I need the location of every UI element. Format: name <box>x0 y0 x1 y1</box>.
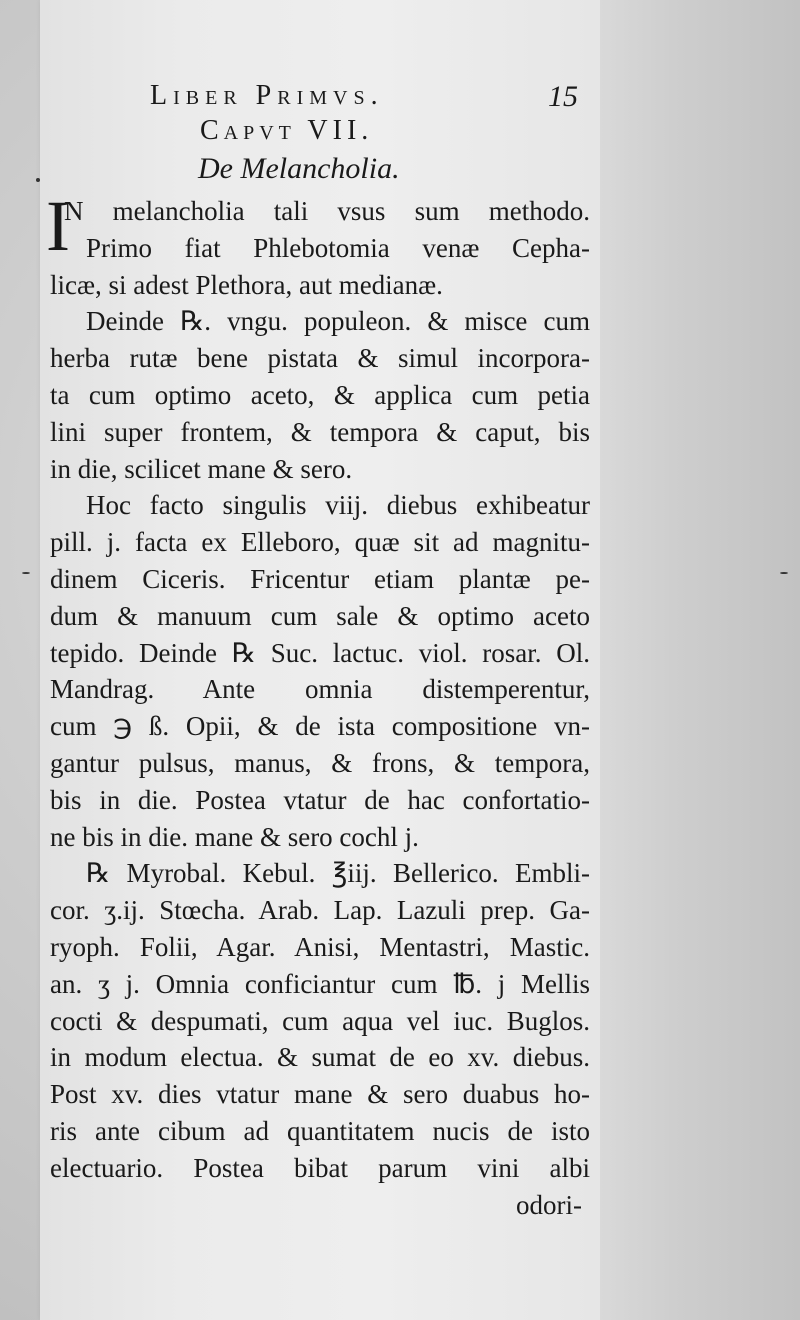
text-line: Deinde ℞. vngu. populeon. & misce cum <box>86 306 590 337</box>
facing-page-edge <box>600 0 800 1320</box>
text-line: cocti & despumati, cum aqua vel iuc. Buglos. <box>50 1005 590 1036</box>
page-number: 15 <box>548 80 578 113</box>
drop-cap: I <box>46 186 70 266</box>
text-line: pill. j. facta ex Elleboro, quæ sit ad magnitu- <box>50 527 590 558</box>
chapter-heading: Capvt VII. <box>200 115 374 146</box>
text-line: an. ʒ j. Omnia conficiantur cum ℔. j Mellis <box>50 968 590 999</box>
text-line: lini super frontem, & tempora & caput, bis <box>50 416 590 447</box>
text-line: ℞ Myrobal. Kebul. ℥iij. Bellerico. Embli- <box>86 858 590 889</box>
text-line: in modum electua. & sumat de eo xv. diebus. <box>50 1042 590 1073</box>
text-line: dinem Ciceris. Fricentur etiam plantæ pe- <box>50 563 590 594</box>
text-line: N melancholia tali vsus sum methodo. <box>64 196 590 226</box>
text-line: Mandrag. Ante omnia distemperentur, <box>50 674 590 705</box>
running-head: Liber Primvs. <box>150 80 384 111</box>
text-line: tepido. Deinde ℞ Suc. lactuc. viol. rosar. Ol. <box>50 637 590 668</box>
body-text <box>50 193 590 1223</box>
text-line: bis in die. Postea vtatur de hac confortatio- <box>50 784 590 815</box>
chapter-subtitle: De Melancholia. <box>198 152 400 185</box>
text-line: in die, scilicet mane & sero. <box>50 453 353 484</box>
text-line: cum ℈ ß. Opii, & de ista compositione vn- <box>50 711 590 742</box>
text-line: electuario. Postea bibat parum vini albi <box>50 1152 590 1183</box>
text-line: ne bis in die. mane & sero cochl j. <box>50 821 419 852</box>
text-line: dum & manuum cum sale & optimo aceto <box>50 600 590 631</box>
catchword: odori- <box>516 1189 582 1220</box>
text-line: Post xv. dies vtatur mane & sero duabus ho- <box>50 1079 590 1110</box>
text-line: licæ, si adest Plethora, aut medianæ. <box>50 269 443 300</box>
text-line: gantur pulsus, manus, & frons, & tempora, <box>50 747 590 778</box>
scan-speck <box>36 178 40 182</box>
text-line: Hoc facto singulis viij. diebus exhibeatur <box>86 490 590 521</box>
text-line: ta cum optimo aceto, & applica cum petia <box>50 379 590 410</box>
text-line: ris ante cibum ad quantitatem nucis de isto <box>50 1115 590 1146</box>
scan-speck <box>22 572 30 574</box>
scan-speck <box>780 572 788 574</box>
text-line: cor. ʒ.ij. Stœcha. Arab. Lap. Lazuli prep. Ga- <box>50 895 590 926</box>
text-line: Primo fiat Phlebotomia venæ Cepha- <box>86 232 590 263</box>
text-line: herba rutæ bene pistata & simul incorpora- <box>50 343 590 374</box>
text-line: ryoph. Folii, Agar. Anisi, Mentastri, Mastic. <box>50 931 590 962</box>
